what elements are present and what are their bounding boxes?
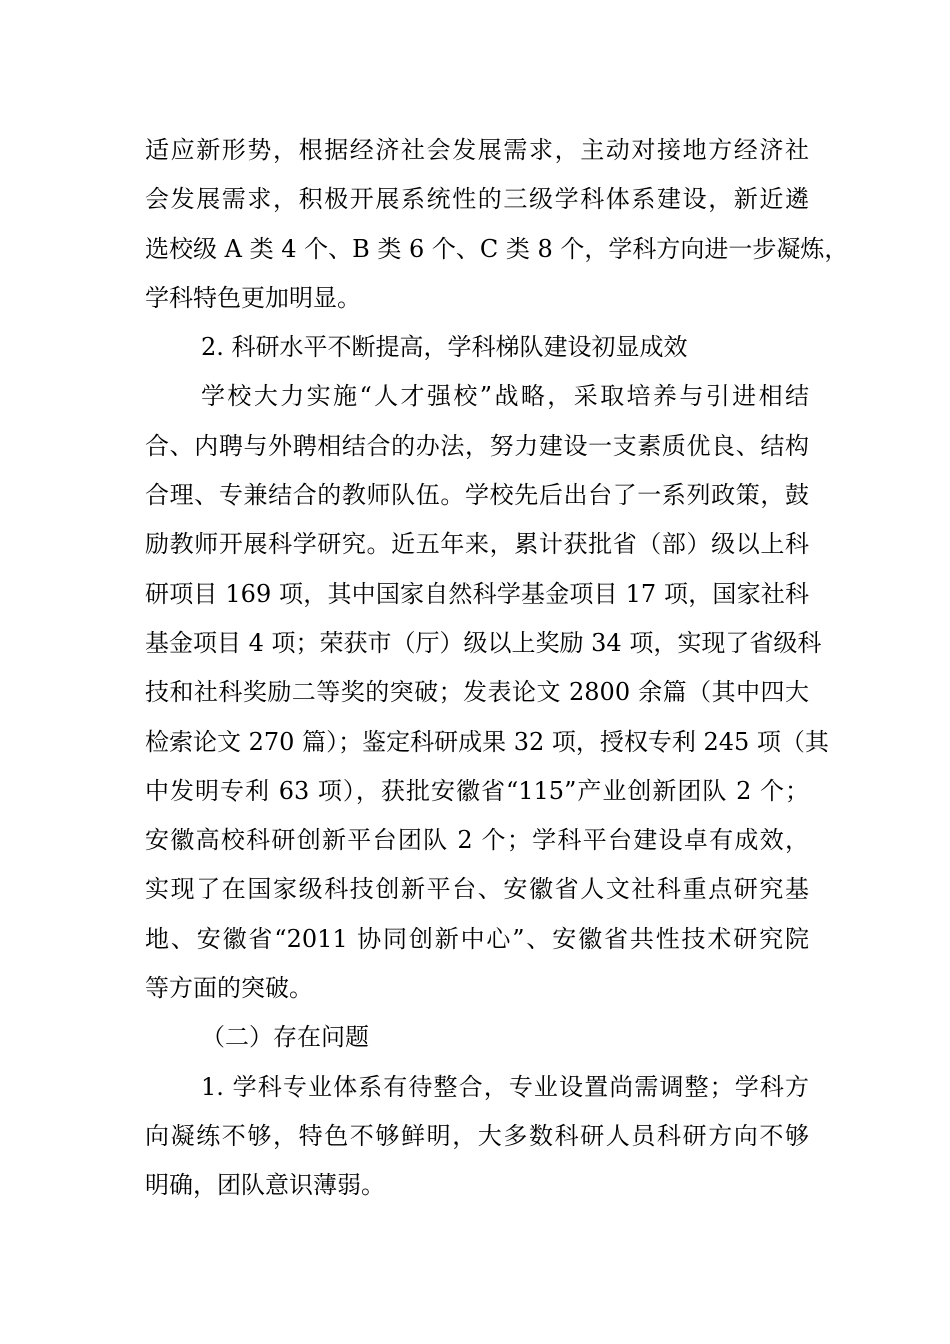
paragraph-line: 选校级 A 类 4 个、B 类 6 个、C 类 8 个，学科方向进一步凝炼， xyxy=(145,234,849,263)
paragraph-line: 检索论文 270 篇）；鉴定科研成果 32 项，授权专利 245 项（其 xyxy=(145,727,829,756)
paragraph-line: 学科特色更加明显。 xyxy=(145,283,361,312)
paragraph-line: 1. 学科专业体系有待整合，专业设置尚需调整；学科方 xyxy=(201,1072,809,1101)
paragraph-line: 研项目 169 项，其中国家自然科学基金项目 17 项，国家社科 xyxy=(145,579,809,608)
paragraph-line: 学校大力实施“人才强校”战略，采取培养与引进相结 xyxy=(201,382,809,411)
paragraph-line: 合理、专兼结合的教师队伍。学校先后出台了一系列政策，鼓 xyxy=(145,481,809,510)
paragraph-line: 合、内聘与外聘相结合的办法，努力建设一支素质优良、结构 xyxy=(145,431,809,460)
section-heading: （二）存在问题 xyxy=(201,1023,369,1052)
paragraph-line: 适应新形势，根据经济社会发展需求，主动对接地方经济社 xyxy=(145,136,809,164)
paragraph-line: 地、安徽省“2011 协同创新中心”、安徽省共性技术研究院 xyxy=(145,924,809,953)
section-heading: 2. 科研水平不断提高，学科梯队建设初显成效 xyxy=(201,333,688,362)
paragraph-line: 明确，团队意识薄弱。 xyxy=(145,1171,385,1200)
paragraph-line: 技和社科奖励二等奖的突破；发表论文 2800 余篇（其中四大 xyxy=(145,678,809,707)
paragraph-line: 会发展需求，积极开展系统性的三级学科体系建设，新近遴 xyxy=(145,185,809,214)
paragraph-line: 基金项目 4 项；荣获市（厅）级以上奖励 34 项，实现了省级科 xyxy=(145,628,822,657)
paragraph-line: 向凝练不够，特色不够鲜明，大多数科研人员科研方向不够 xyxy=(145,1121,809,1150)
paragraph-line: 励教师开展科学研究。近五年来，累计获批省（部）级以上科 xyxy=(145,530,809,559)
paragraph-line: 中发明专利 63 项），获批安徽省“115”产业创新团队 2 个； xyxy=(145,776,809,805)
document-body xyxy=(145,126,849,1211)
paragraph-line: 实现了在国家级科技创新平台、安徽省人文社科重点研究基 xyxy=(145,875,809,904)
paragraph-line: 等方面的突破。 xyxy=(145,974,313,1003)
paragraph-line: 安徽高校科研创新平台团队 2 个；学科平台建设卓有成效， xyxy=(145,826,809,855)
